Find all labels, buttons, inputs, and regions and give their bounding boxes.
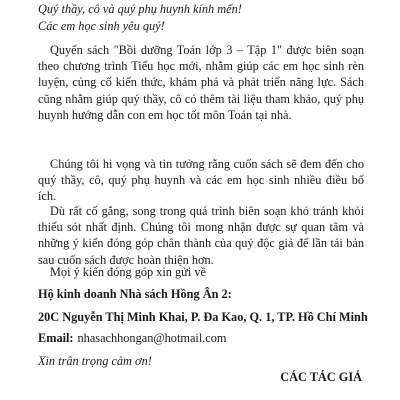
greeting-parents-teachers: Quý thầy, cô và quý phụ huynh kính mến!: [38, 2, 242, 16]
publisher-name: Hộ kinh doanh Nhà sách Hồng Ân 2:: [38, 287, 232, 301]
email-line: [38, 331, 226, 346]
email-address: nhasachhongan@hotmail.com: [77, 331, 227, 345]
publisher-address: 20C Nguyễn Thị Minh Khai, P. Đa Kao, Q. 1, TP. Hồ Chí Minh: [38, 310, 368, 324]
paragraph-book-purpose: Quyển sách "Bồi dưỡng Toán lớp 3 – Tập 1" được biên soạn theo chương trình Tiểu học mới, nhằm giúp các em học sinh rèn luyện, củng cố kiến thức, khám phá và phát triển năng lực. Sách cũng nhằm giúp quý thầy, cô có thêm tài liệu tham khảo, quý phụ huynh hướng dẫn con em học tốt môn Toán tại nhà.: [38, 43, 364, 122]
greeting-students: Các em học sinh yêu quý!: [38, 19, 165, 33]
contact-intro: Mọi ý kiến đóng góp xin gửi về: [50, 265, 206, 279]
paragraph-hope: Chúng tôi hi vọng và tin tưởng rằng cuốn sách sẽ đem đến cho quý thầy, cô, quý phụ huynh và các em học sinh nhiều điều bổ ích.: [38, 157, 364, 204]
authors-signature: CÁC TÁC GIẢ: [280, 370, 362, 384]
email-label: Email:: [38, 331, 74, 345]
paragraph-feedback-request: Dù rất cố gắng, song trong quá trình biên soạn khó tránh khỏi thiếu sót nhất định. Chúng tôi mong nhận được sự quan tâm và những ý kiến đóng góp chân thành của quý độc giả để lần tái bản sau cuốn sách được hoàn thiện hơn.: [38, 204, 364, 267]
closing-thanks: Xin trân trọng cảm ơn!: [38, 354, 152, 368]
